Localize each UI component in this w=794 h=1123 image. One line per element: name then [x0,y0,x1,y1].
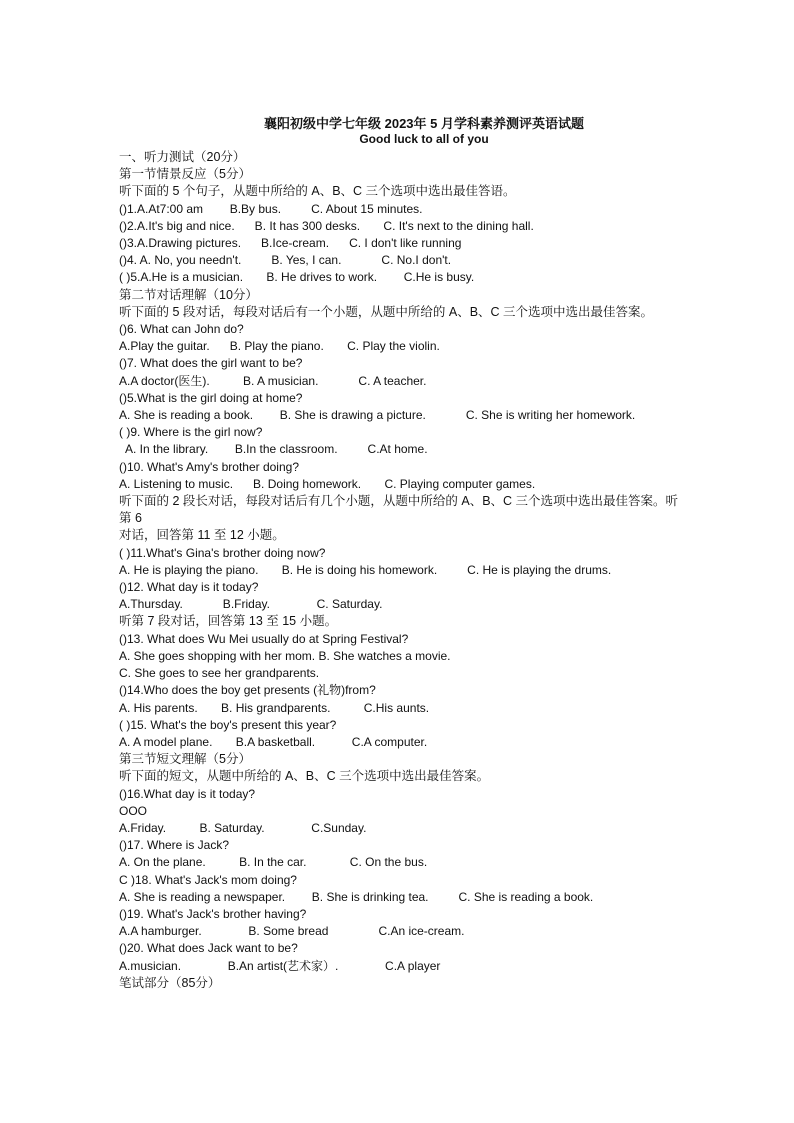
question-stem: ()13. What does Wu Mei usually do at Spring Festival? [119,631,409,646]
question-stem: ()5.What is the girl doing at home? [119,390,303,405]
question-options: A.Play the guitar. B. Play the piano. C. Play the violin. [119,339,440,354]
section-heading: 笔试部分（85分） [119,975,221,990]
instruction: 听下面的 5 段对话，每段对话后有一个小题，从题中所给的 A、B、C 三个选项中选出最佳答案。 [119,304,654,319]
question-options: C. She goes to see her grandparents. [119,666,320,681]
question-stem: ()10. What's Amy's brother doing? [119,459,299,474]
exam-paper [119,115,689,992]
question-options: A.A hamburger. B. Some bread C.An ice-cream. [119,924,465,939]
stray-text: OOO [119,803,148,818]
question-options: A.Thursday. B.Friday. C. Saturday. [119,597,383,612]
section-heading: 一、听力测试（20分） [119,150,246,164]
subsection-heading: 第二节对话理解（10分） [119,287,258,302]
instruction: 听下面的 2 段长对话，每段对话后有几个小题，从题中所给的 A、B、C 三个选项中选出最佳答案。听第 6 [119,494,679,526]
subsection-heading: 第三节短文理解（5分） [119,752,251,767]
instruction: 听第 7 段对话，回答第 13 至 15 小题。 [119,614,338,629]
question-options: ()3.A.Drawing pictures. B.Ice-cream. C. I don't like running [119,236,462,251]
instruction: 听下面的 5 个句子，从题中所给的 A、B、C 三个选项中选出最佳答语。 [119,184,516,199]
question-options: ()1.A.At7:00 am B.By bus. C. About 15 minutes. [119,201,423,216]
instruction: 听下面的短文，从题中所给的 A、B、C 三个选项中选出最佳答案。 [119,769,490,784]
question-stem: ()14.Who does the boy get presents (礼物)from? [119,683,376,698]
question-stem: ()20. What does Jack want to be? [119,941,298,956]
subsection-heading: 第一节情景反应（5分） [119,167,251,182]
question-stem: ()7. What does the girl want to be? [119,356,303,371]
question-stem: ()17. Where is Jack? [119,838,230,853]
question-stem: ( )11.What's Gina's brother doing now? [119,545,326,560]
question-options: A. She goes shopping with her mom. B. She watches a movie. [119,648,451,663]
question-options: A. In the library. B.In the classroom. C.At home. [119,442,428,457]
question-options: A. His parents. B. His grandparents. C.His aunts. [119,700,430,715]
question-options: A. Listening to music. B. Doing homework. C. Playing computer games. [119,476,536,491]
page-title: 襄阳初级中学七年级 2023年 5 月学科素养测评英语试题 [264,116,584,131]
question-options: A. He is playing the piano. B. He is doing his homework. C. He is playing the drums. [119,562,612,577]
question-stem: ()16.What day is it today? [119,786,256,801]
question-stem: ( )15. What's the boy's present this year? [119,717,337,732]
question-stem: C )18. What's Jack's mom doing? [119,872,297,887]
question-options: ( )5.A.He is a musician. B. He drives to work. C.He is busy. [119,270,475,285]
question-options: A. A model plane. B.A basketball. C.A computer. [119,734,428,749]
question-options: A.Friday. B. Saturday. C.Sunday. [119,820,367,835]
question-options: A. She is reading a newspaper. B. She is drinking tea. C. She is reading a book. [119,889,594,904]
page-subtitle: Good luck to all of you [359,132,489,146]
question-options: ()4. A. No, you needn't. B. Yes, I can. C. No.I don't. [119,253,452,268]
question-options: A. She is reading a book. B. She is drawing a picture. C. She is writing her homework. [119,408,636,423]
question-options: A.musician. B.An artist(艺术家）. C.A player [119,958,441,973]
question-options: A.A doctor(医生). B. A musician. C. A teacher. [119,373,427,388]
question-stem: ( )9. Where is the girl now? [119,425,263,440]
question-stem: ()6. What can John do? [119,322,244,337]
instruction: 对话，回答第 11 至 12 小题。 [119,528,285,543]
question-stem: ()19. What's Jack's brother having? [119,906,307,921]
question-stem: ()12. What day is it today? [119,580,259,595]
question-options: ()2.A.It's big and nice. B. It has 300 desks. C. It's next to the dining hall. [119,218,534,233]
question-options: A. On the plane. B. In the car. C. On the bus. [119,855,428,870]
